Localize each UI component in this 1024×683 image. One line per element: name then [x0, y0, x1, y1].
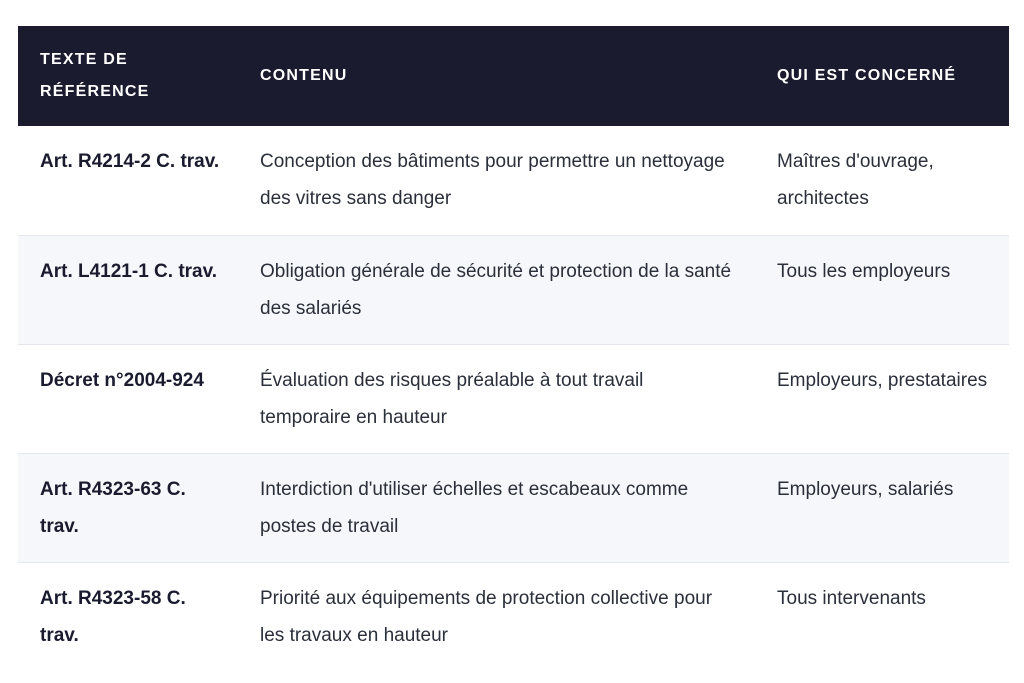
- table-row: [18, 344, 1009, 453]
- table-row: [18, 453, 1009, 562]
- column-header-concerned: QUI EST CONCERNÉ: [777, 67, 957, 84]
- content-cell: Priorité aux équipements de protection collective pour les travaux en hauteur: [260, 587, 713, 646]
- content-cell: Évaluation des risques préalable à tout travail temporaire en hauteur: [260, 369, 644, 428]
- table-header-row: [18, 26, 1009, 126]
- reference-cell: Art. R4323-63 C. trav.: [40, 478, 186, 537]
- concerned-cell: Maîtres d'ouvrage, architectes: [777, 151, 934, 209]
- concerned-cell: Employeurs, prestataires: [777, 369, 988, 391]
- regulation-table: [18, 26, 1009, 671]
- column-header-content: CONTENU: [260, 67, 348, 84]
- regulation-table-container: [18, 26, 1009, 671]
- table-header: [18, 26, 1009, 126]
- content-cell: Obligation générale de sécurité et protection de la santé des salariés: [260, 260, 732, 319]
- concerned-cell: Tous les employeurs: [777, 260, 951, 282]
- table-body: [18, 126, 1009, 671]
- reference-cell: Art. L4121-1 C. trav.: [40, 260, 218, 282]
- column-header-reference: TEXTE DE RÉFÉRENCE: [40, 51, 150, 100]
- content-cell: Interdiction d'utiliser échelles et escabeaux comme postes de travail: [260, 478, 689, 537]
- reference-cell: Décret n°2004-924: [40, 369, 204, 391]
- content-cell: Conception des bâtiments pour permettre un nettoyage des vitres sans danger: [260, 151, 725, 209]
- reference-cell: Art. R4214-2 C. trav.: [40, 151, 220, 172]
- reference-cell: Art. R4323-58 C. trav.: [40, 587, 186, 646]
- concerned-cell: Employeurs, salariés: [777, 478, 954, 500]
- table-row: [18, 235, 1009, 344]
- concerned-cell: Tous intervenants: [777, 587, 926, 609]
- table-row: [18, 126, 1009, 235]
- table-row: [18, 562, 1009, 671]
